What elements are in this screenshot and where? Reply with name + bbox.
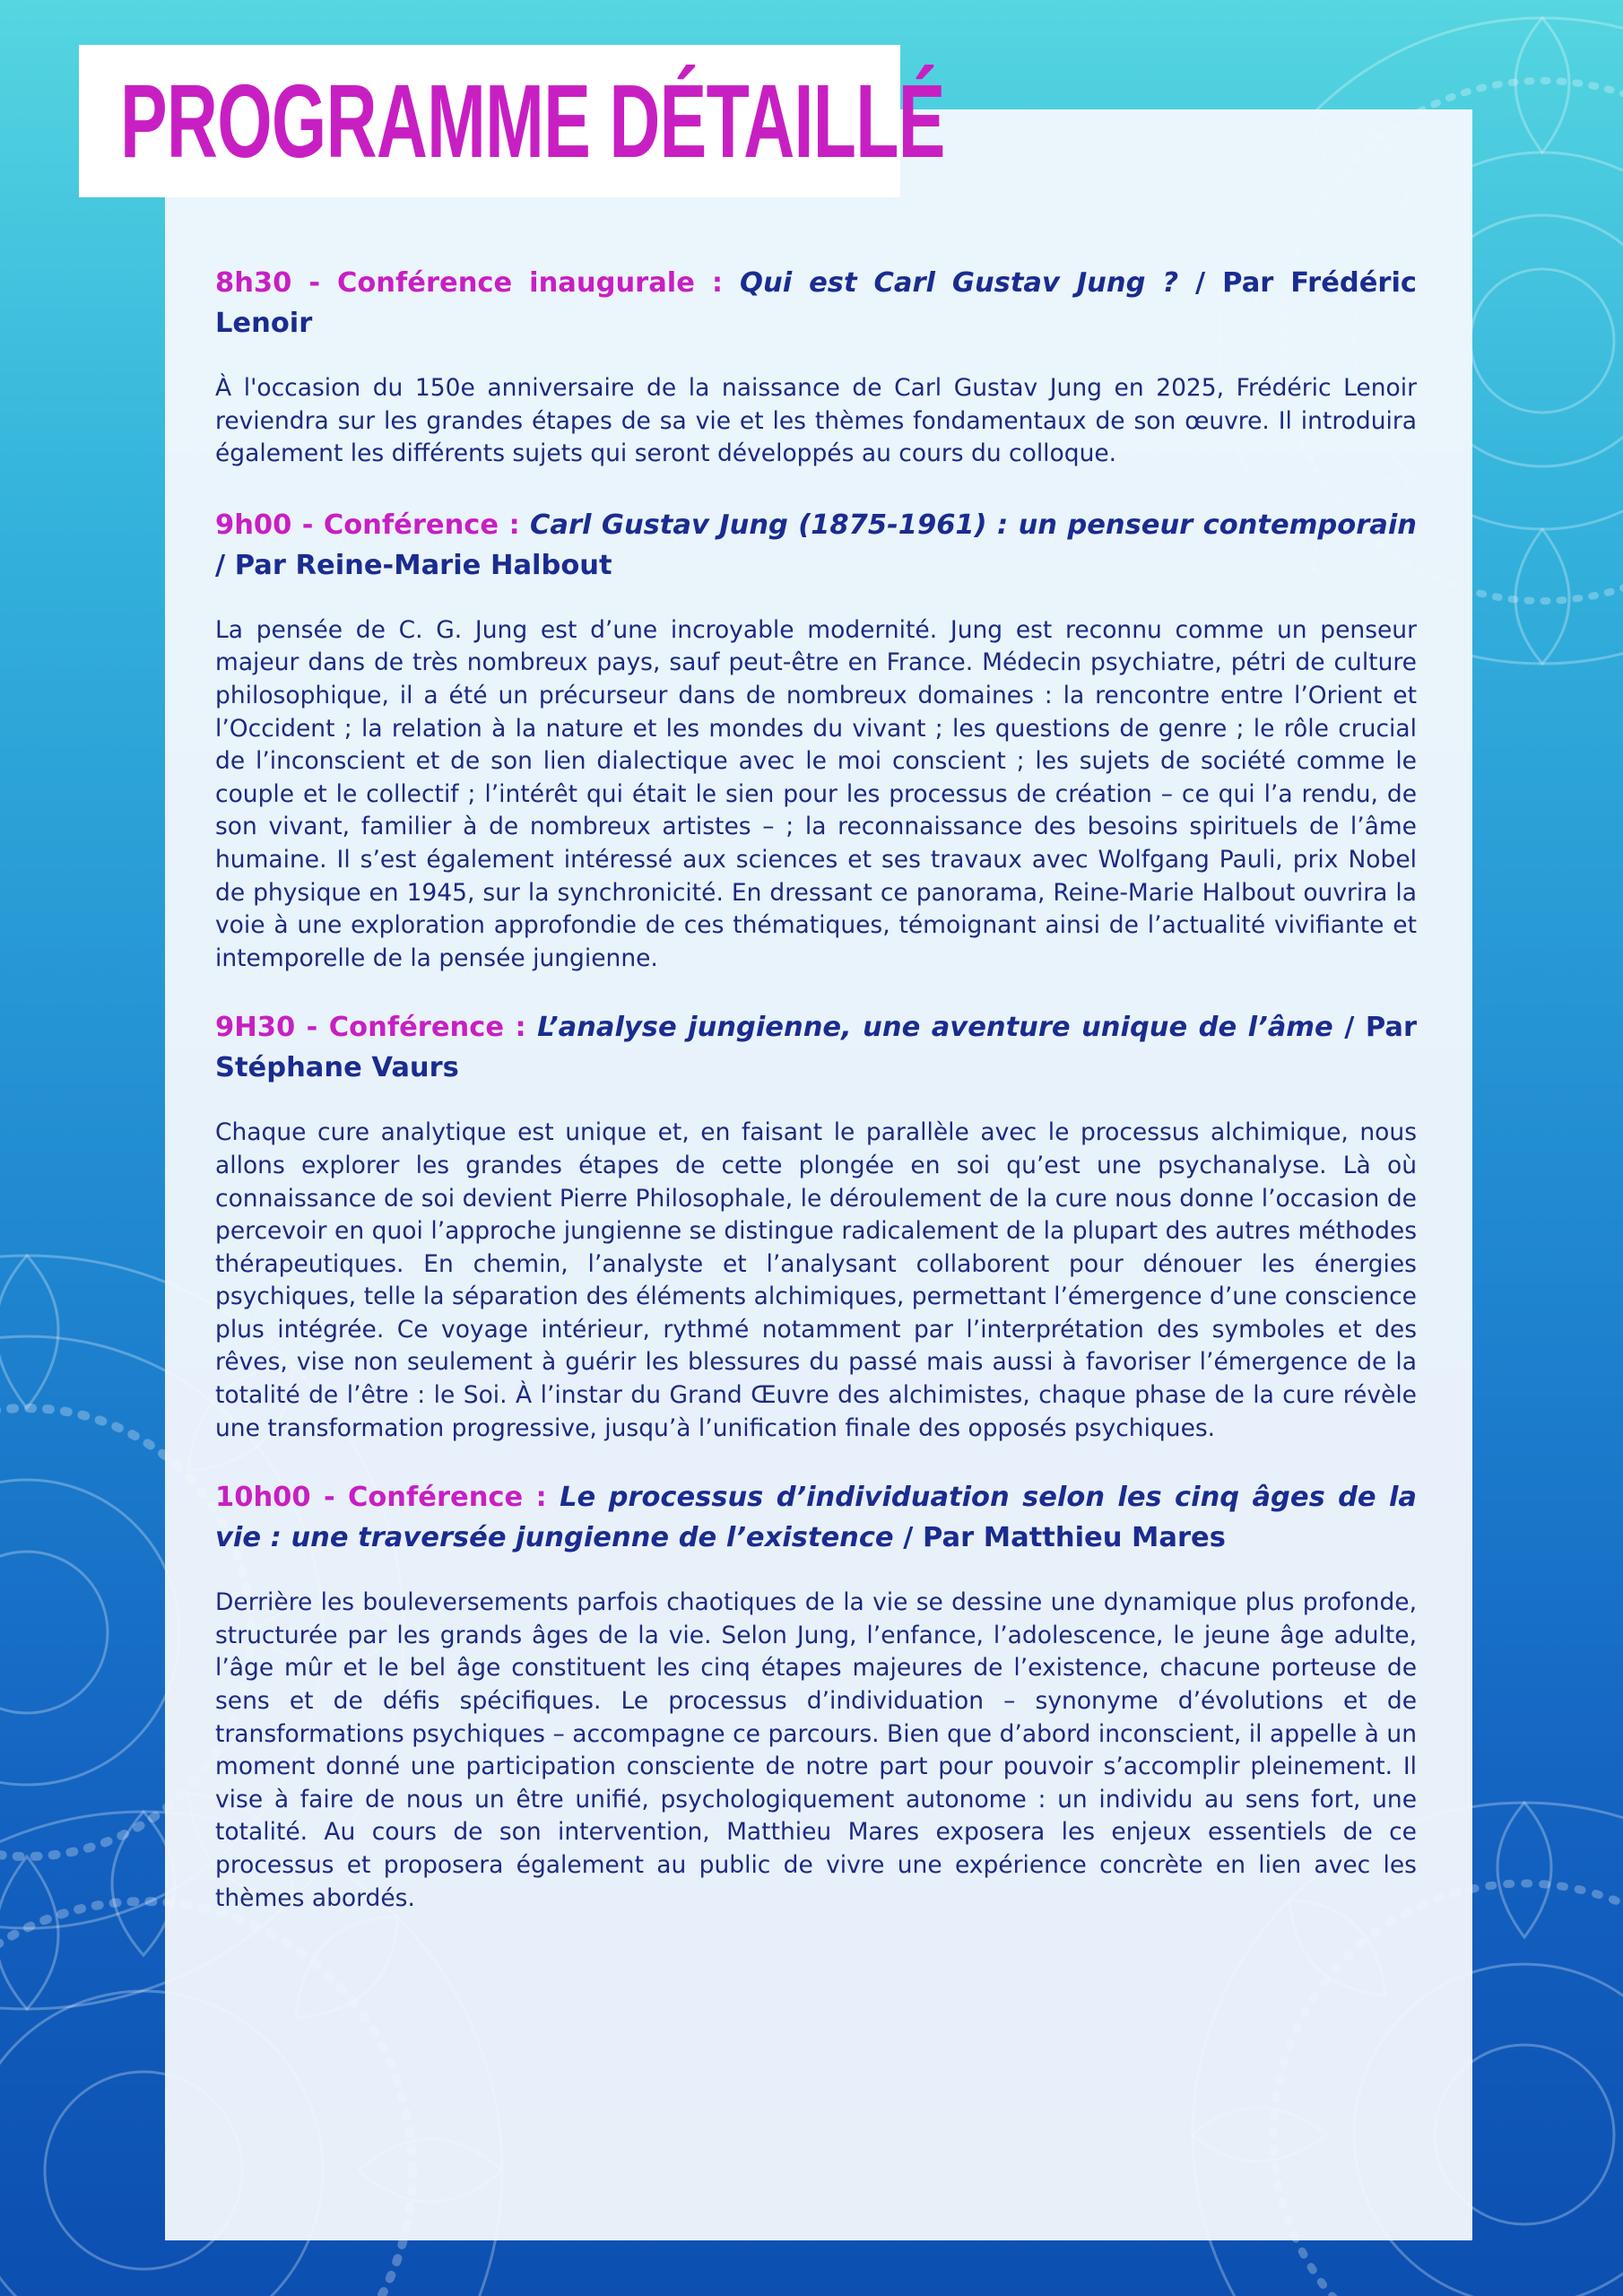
session-talk-title: Qui est Carl Gustav Jung ? bbox=[740, 267, 1179, 299]
session-speaker: / Par Frédéric Lenoir bbox=[215, 267, 1417, 339]
session-heading bbox=[215, 505, 1417, 586]
session-time: 10h00 - Conférence : bbox=[215, 1482, 560, 1514]
session-speaker: / Par Reine-Marie Halbout bbox=[215, 549, 612, 581]
session-talk-title: Carl Gustav Jung (1875-1961) : un penseur contemporain bbox=[530, 509, 1417, 541]
session-time: 8h30 - Conférence inaugurale : bbox=[215, 267, 741, 299]
program-list bbox=[215, 263, 1417, 1915]
session-analyse-jungienne bbox=[215, 1007, 1417, 1445]
session-time: 9H30 - Conférence : bbox=[215, 1012, 538, 1044]
session-penseur-contemporain bbox=[215, 505, 1417, 976]
session-inaugural bbox=[215, 263, 1417, 471]
session-description: Chaque cure analytique est unique et, en faisant le parallèle avec le processus alchimique, nous allons explorer les grandes étapes de cette plongée en soi qu’est une psychanalyse. Là où connaissance de soi devient Pierre Philosophale, le déroulement de la cure nous donne l’occasion de percevoir en quoi l’approche jungienne se distingue radicalement de la plupart des autres méthodes thérapeutiques. En chemin, l’analyste et l’analysant collaborent pour dénouer les énergies psychiques, telle la séparation des éléments alchimiques, permettant l’émergence d’une conscience plus intégrée. Ce voyage intérieur, rythmé notamment par l’interprétation des symboles et des rêves, vise non seulement à guérir les blessures du passé mais aussi à favoriser l’émergence de la totalité de l’être : le Soi. À l’instar du Grand Œuvre des alchimistes, chaque phase de la cure révèle une transformation progressive, jusqu’à l’unification finale des opposés psychiques. bbox=[215, 1118, 1417, 1442]
session-heading bbox=[215, 263, 1417, 344]
page-title: PROGRAMME DÉTAILLÉ bbox=[120, 63, 945, 179]
session-description: Derrière les bouleversements parfois chaotiques de la vie se dessine une dynamique plus profonde, structurée par les grands âges de la vie. Selon Jung, l’enfance, l’adolescence, le jeune âge adulte, l’âge mûr et le bel âge constituent les cinq étapes majeures de l’existence, chacune porteuse de sens et de défis spécifiques. Le processus d’individuation – synonyme d’évolutions et de transformations psychiques – accompagne ce parcours. Bien que d’abord inconscient, il appelle à un moment donné une participation consciente de notre part pour pouvoir s’accomplir pleinement. Il vise à faire de nous un être unifié, psychologiquement autonome : un individu au sens fort, une totalité. Au cours de son intervention, Matthieu Mares exposera les enjeux essentiels de ce processus et proposera également au public de vivre une expérience concrète en lien avec les thèmes abordés. bbox=[215, 1588, 1417, 1912]
session-individuation bbox=[215, 1477, 1417, 1915]
session-speaker: / Par Stéphane Vaurs bbox=[215, 1012, 1417, 1084]
title-banner bbox=[79, 45, 945, 197]
session-heading bbox=[215, 1007, 1417, 1088]
session-description: La pensée de C. G. Jung est d’une incroyable modernité. Jung est reconnu comme un penseur majeur dans de très nombreux pays, sauf peut-être en France. Médecin psychiatre, pétri de culture philosophique, il a été un précurseur dans de nombreux domaines : la rencontre entre l’Orient et l’Occident ; la relation à la nature et les mondes du vivant ; les questions de genre ; le rôle crucial de l’inconscient et de son lien dialectique avec le moi conscient ; les sujets de société comme le couple et le collectif ; l’intérêt qui était le sien pour les processus de création – ce qui l’a rendu, de son vivant, familier à de nombreux artistes – ; la reconnaissance des besoins spirituels de l’âme humaine. Il s’est également intéressé aux sciences et ses travaux avec Wolfgang Pauli, prix Nobel de physique en 1945, sur la synchronicité. En dressant ce panorama, Reine-Marie Halbout ouvrira la voie à une exploration approfondie de ces thématiques, témoignant ainsi de l’actualité vivifiante et intemporelle de la pensée jungienne. bbox=[215, 615, 1417, 972]
session-talk-title: Le processus d’individuation selon les cinq âges de la vie : une traversée jungienne de l’existence bbox=[215, 1482, 1417, 1554]
session-talk-title: L’analyse jungienne, une aventure unique de l’âme bbox=[537, 1012, 1333, 1044]
session-time: 9h00 - Conférence : bbox=[215, 509, 531, 541]
session-heading bbox=[215, 1477, 1417, 1558]
session-description: À l'occasion du 150e anniversaire de la naissance de Carl Gustav Jung en 2025, Frédéric Lenoir reviendra sur les grandes étapes de sa vie et les thèmes fondamentaux de son œuvre. Il introduira également les différents sujets qui seront développés au cours du colloque. bbox=[215, 374, 1417, 468]
session-speaker: / Par Matthieu Mares bbox=[893, 1522, 1226, 1554]
